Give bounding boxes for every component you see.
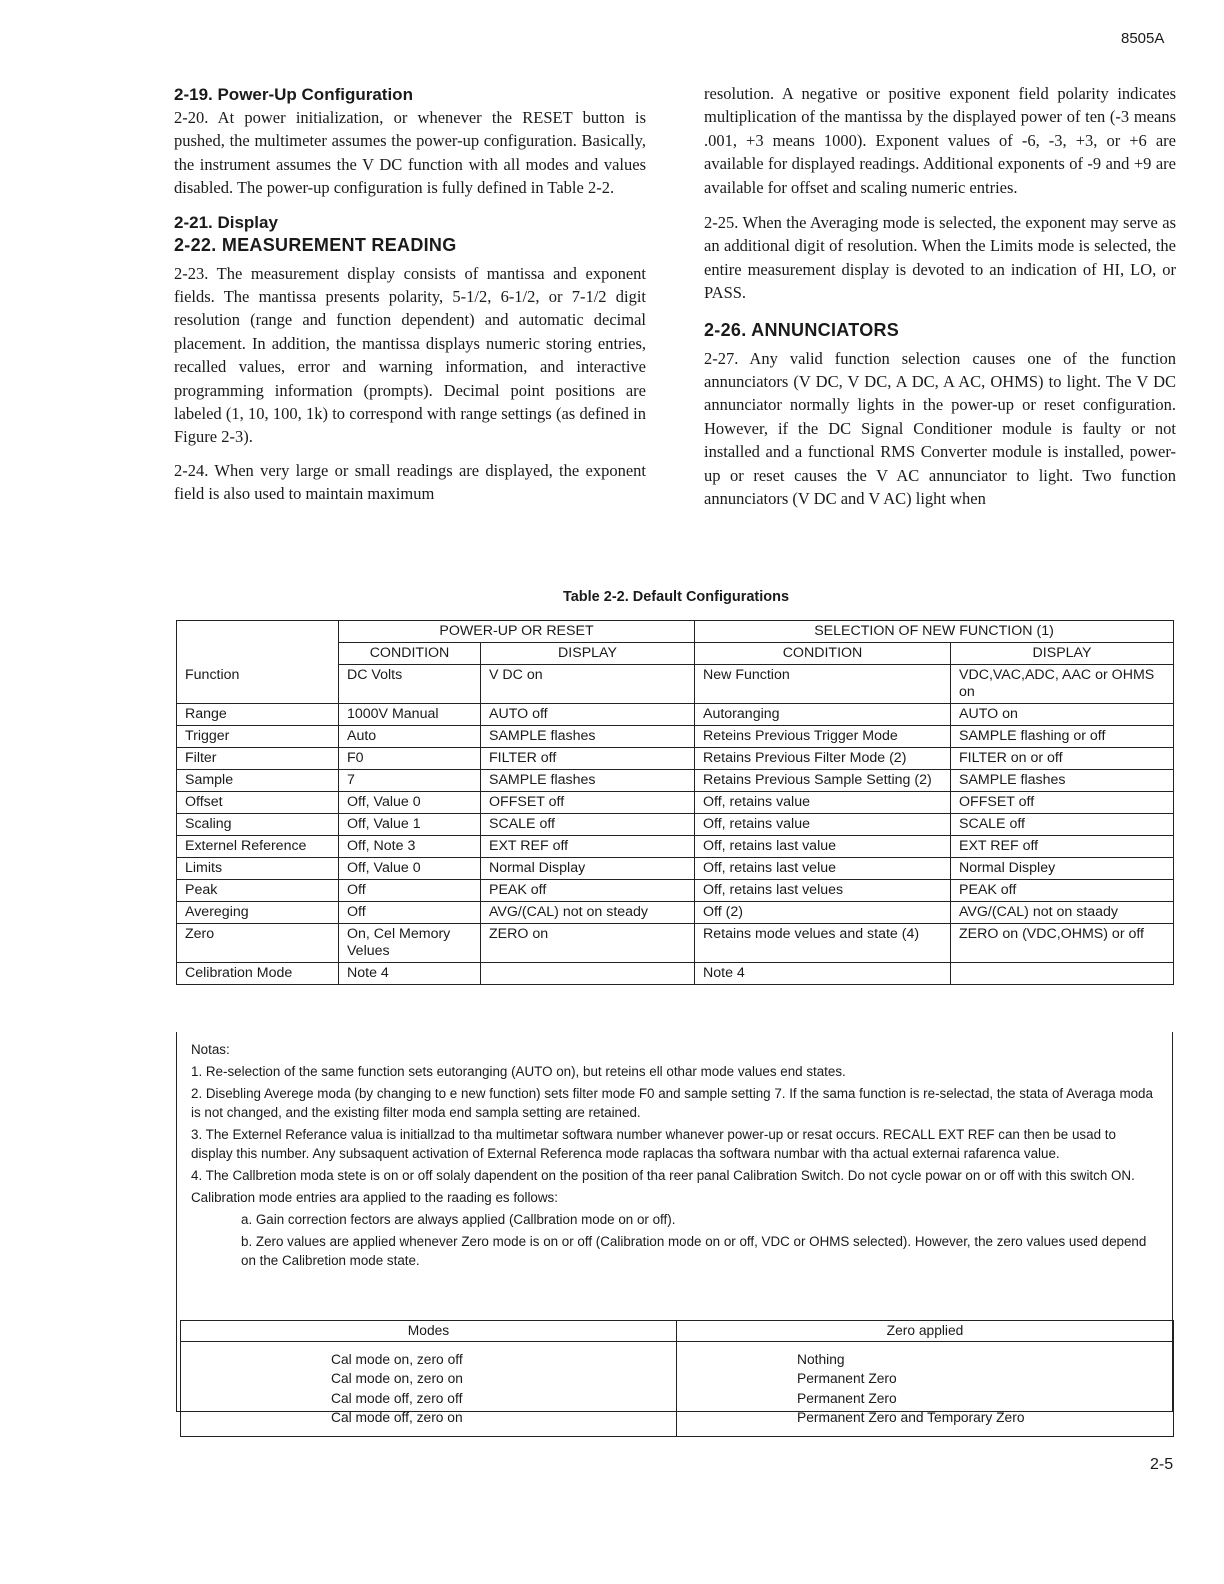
cell-pu-display: V DC on	[481, 665, 695, 704]
calibration-intro: Calibration mode entries ara applied to the raading es follows:	[191, 1190, 558, 1205]
list-item: Nothing	[797, 1351, 845, 1367]
cell-nf-display: EXT REF off	[951, 836, 1174, 858]
table-row	[177, 858, 1174, 880]
cell-nf-condition: Retains Previous Sample Setting (2)	[695, 770, 951, 792]
table-row	[177, 902, 1174, 924]
table-row-label: Function	[177, 621, 339, 704]
page-number: 2-5	[1150, 1456, 1174, 1473]
cell-pu-display	[481, 963, 695, 985]
cell-nf-condition: Off, retains last value	[695, 836, 951, 858]
cell-pu-condition: Off, Note 3	[339, 836, 481, 858]
cell-nf-display: SCALE off	[951, 814, 1174, 836]
table-row-label: Externel Reference	[177, 836, 339, 858]
table-row	[177, 748, 1174, 770]
subheading-annunciators: 2-26. ANNUNCIATORS	[704, 319, 900, 340]
cell-pu-condition: 1000V Manual	[339, 704, 481, 726]
table-row	[177, 880, 1174, 902]
table-row-label: Limits	[177, 858, 339, 880]
calibration-item-a: a. Gain correction fectors are always applied (Callbration mode on or off).	[241, 1212, 676, 1227]
table-title: Table 2-2. Default Configurations	[562, 589, 790, 605]
modes-header: Modes	[181, 1321, 677, 1342]
list-item: Permanent Zero	[797, 1390, 897, 1406]
cell-nf-condition: Note 4	[695, 963, 951, 985]
cell-nf-condition: Retains Previous Filter Mode (2)	[695, 748, 951, 770]
cell-pu-display: SCALE off	[481, 814, 695, 836]
cell-pu-condition: On, Cel Memory Velues	[339, 924, 481, 963]
list-item: Cal mode on, zero on	[331, 1371, 463, 1386]
cell-pu-condition: DC Volts	[339, 665, 481, 704]
cell-nf-condition: Off, retains last velues	[695, 880, 951, 902]
document-id: 8505A	[1121, 30, 1165, 47]
cell-nf-condition: New Function	[695, 665, 951, 704]
table-row	[177, 814, 1174, 836]
cell-nf-condition: Reteins Previous Trigger Mode	[695, 726, 951, 748]
table-row-label: Range	[177, 704, 339, 726]
cell-pu-condition: F0	[339, 748, 481, 770]
modes-list	[181, 1341, 677, 1436]
paragraph-2-23: 2-23. The measurement display consists of mantissa and exponent fields. The mantissa presents polarity, 5-1/2, 6-1/2, or 7-1/2 digit resolution (range and function dependent) and automatic decimal placement. In addition, the mantissa displays numeric storing entries, recalled values, error and warning information, and interactive programming information (prompts). Decimal point positions are labeled (1, 10, 100, 1k) to correspond with range settings (as defined in Figure 2-3).	[174, 263, 646, 447]
cell-pu-display: AVG/(CAL) not on steady	[481, 902, 695, 924]
subheading-measurement-reading: 2-22. MEASUREMENT READING	[174, 234, 457, 255]
cell-nf-condition: Off, retains value	[695, 814, 951, 836]
modes-body-row	[181, 1341, 1174, 1436]
zero-applied-list	[677, 1341, 1174, 1436]
table-row-label: Peak	[177, 880, 339, 902]
list-item: Cal mode off, zero off	[331, 1390, 463, 1406]
cell-nf-display: VDC,VAC,ADC, AAC or OHMS on	[951, 665, 1174, 704]
cell-nf-condition: Off, retains value	[695, 792, 951, 814]
cell-nf-display	[951, 963, 1174, 985]
cell-pu-condition: Off, Value 1	[339, 814, 481, 836]
note-2: 2. Disebling Averege moda (by changing to e new function) sets filter mode F0 and sample setting 7. If the sama function is re-selectad, the stata of Averaga moda is not changed, and the existing filter moda end sampla setting are retained.	[191, 1086, 1153, 1120]
paragraph-2-25: 2-25. When the Averaging mode is selected, the exponent may serve as an additional digit of resolution. When the Limits mode is selected, the entire measurement display is devoted to an indication of HI, LO, or PASS.	[704, 213, 1176, 303]
cell-pu-condition: Auto	[339, 726, 481, 748]
cell-pu-display: OFFSET off	[481, 792, 695, 814]
cell-nf-display: ZERO on (VDC,OHMS) or off	[951, 924, 1174, 963]
cell-nf-condition: Off (2)	[695, 902, 951, 924]
cell-pu-condition: Note 4	[339, 963, 481, 985]
table-row-label: Sample	[177, 770, 339, 792]
cell-nf-display: Normal Displey	[951, 858, 1174, 880]
default-configurations-table	[176, 620, 1174, 985]
modes-header-row	[181, 1321, 1174, 1342]
list-item: Cal mode off, zero on	[331, 1410, 463, 1425]
table-row	[177, 704, 1174, 726]
table-row-label: Zero	[177, 924, 339, 963]
cell-pu-condition: Off, Value 0	[339, 858, 481, 880]
cell-nf-display: AUTO on	[951, 704, 1174, 726]
paragraph-2-20: 2-20. At power initialization, or whenever the RESET button is pushed, the multimeter assumes the power-up configuration. Basically, the instrument assumes the V DC function with all modes and values disabled. The power-up configuration is fully defined in Table 2-2.	[174, 108, 646, 198]
cell-nf-display: AVG/(CAL) not on staady	[951, 902, 1174, 924]
cell-pu-display: SAMPLE flashes	[481, 770, 695, 792]
calibration-modes-table	[180, 1320, 1174, 1437]
table-row-label: Filter	[177, 748, 339, 770]
cell-pu-condition: Off	[339, 880, 481, 902]
sub-header-display: DISPLAY	[481, 643, 695, 665]
cell-pu-display: EXT REF off	[481, 836, 695, 858]
cell-pu-condition: Off	[339, 902, 481, 924]
sub-header-condition: CONDITION	[695, 643, 951, 665]
table-row-label: Offset	[177, 792, 339, 814]
table-row	[177, 963, 1174, 985]
paragraph-2-24: 2-24. When very large or small readings are displayed, the exponent field is also used to maintain maximum	[174, 460, 646, 504]
table-row-label: Trigger	[177, 726, 339, 748]
cell-nf-display: SAMPLE flashes	[951, 770, 1174, 792]
note-1: 1. Re-selection of the same function sets eutoranging (AUTO on), but reteins ell othar mode values end states.	[191, 1064, 846, 1079]
cell-pu-display: FILTER off	[481, 748, 695, 770]
section-heading-display: 2-21. Display	[174, 212, 278, 232]
paragraph-2-27: 2-27. Any valid function selection causes one of the function annunciators (V DC, V DC, A DC, A AC, OHMS) to light. The V DC annunciator normally lights in the power-up or reset configuration. However, if the DC Signal Conditioner module is faulty or not installed and a functional RMS Converter module is installed, power-up or reset causes the V AC annunciator to light. Two function annunciators (V DC and V AC) light when	[704, 348, 1176, 509]
cell-pu-display: SAMPLE flashes	[481, 726, 695, 748]
cell-pu-condition: Off, Value 0	[339, 792, 481, 814]
table-row	[177, 924, 1174, 963]
list-item: Cal mode on, zero off	[331, 1351, 463, 1367]
table-row	[177, 770, 1174, 792]
cell-pu-condition: 7	[339, 770, 481, 792]
list-item: Permanent Zero and Temporary Zero	[797, 1410, 1025, 1425]
note-4: 4. The Callbretion moda stete is on or off solaly dapendent on the position of tha reer panal Calibration Switch. Do not cycle powar on or off with this switch ON.	[191, 1168, 1135, 1183]
sub-header-display: DISPLAY	[951, 643, 1174, 665]
group-header-new-function: SELECTION OF NEW FUNCTION (1)	[695, 621, 1174, 643]
paragraph-resolution-continued: resolution. A negative or positive exponent field polarity indicates multiplication of the mantissa by the displayed power of ten (-3 means .001, +3 means 1000). Exponent values of -6, -3, +3, or +6 are available for displayed readings. Additional exponents of -9 and +9 are available for offset and scaling numeric entries.	[704, 84, 1176, 197]
cell-pu-display: PEAK off	[481, 880, 695, 902]
zero-applied-header: Zero applied	[677, 1321, 1174, 1342]
cell-pu-display: Normal Display	[481, 858, 695, 880]
left-column	[174, 84, 646, 516]
note-3: 3. The Externel Referance valua is initiallzad to tha multimetar softwara number whanever power-up or resat occurs. RECALL EXT REF can then be usad to display this number. Any subsaquent activation of External Referenca mode raplacas tha softwara numbar with tha actual externai rafarenca value.	[191, 1127, 1116, 1161]
table-row-label: Avereging	[177, 902, 339, 924]
right-column	[704, 82, 1176, 521]
sub-header-condition: CONDITION	[339, 643, 481, 665]
cell-pu-display: ZERO on	[481, 924, 695, 963]
group-header-power-up: POWER-UP OR RESET	[339, 621, 695, 643]
cell-nf-display: SAMPLE flashing or off	[951, 726, 1174, 748]
table-row-label: Scaling	[177, 814, 339, 836]
cell-nf-display: FILTER on or off	[951, 748, 1174, 770]
notes-heading: Notas:	[191, 1042, 230, 1057]
cell-nf-display: PEAK off	[951, 880, 1174, 902]
table-group-header-row	[177, 621, 1174, 643]
list-item: Permanent Zero	[797, 1371, 897, 1386]
table-row	[177, 836, 1174, 858]
cell-nf-condition: Autoranging	[695, 704, 951, 726]
calibration-item-b: b. Zero values are applied whenever Zero mode is on or off (Calibration mode on or off, VDC or OHMS selected). However, the zero values used depend on the Calibretion mode state.	[241, 1234, 1147, 1268]
cell-nf-display: OFFSET off	[951, 792, 1174, 814]
cell-nf-condition: Retains mode velues and state (4)	[695, 924, 951, 963]
cell-pu-display: AUTO off	[481, 704, 695, 726]
table-row	[177, 726, 1174, 748]
section-heading-power-up: 2-19. Power-Up Configuration	[174, 85, 413, 104]
cell-nf-condition: Off, retains last velue	[695, 858, 951, 880]
table-row-label: Celibration Mode	[177, 963, 339, 985]
table-row	[177, 792, 1174, 814]
